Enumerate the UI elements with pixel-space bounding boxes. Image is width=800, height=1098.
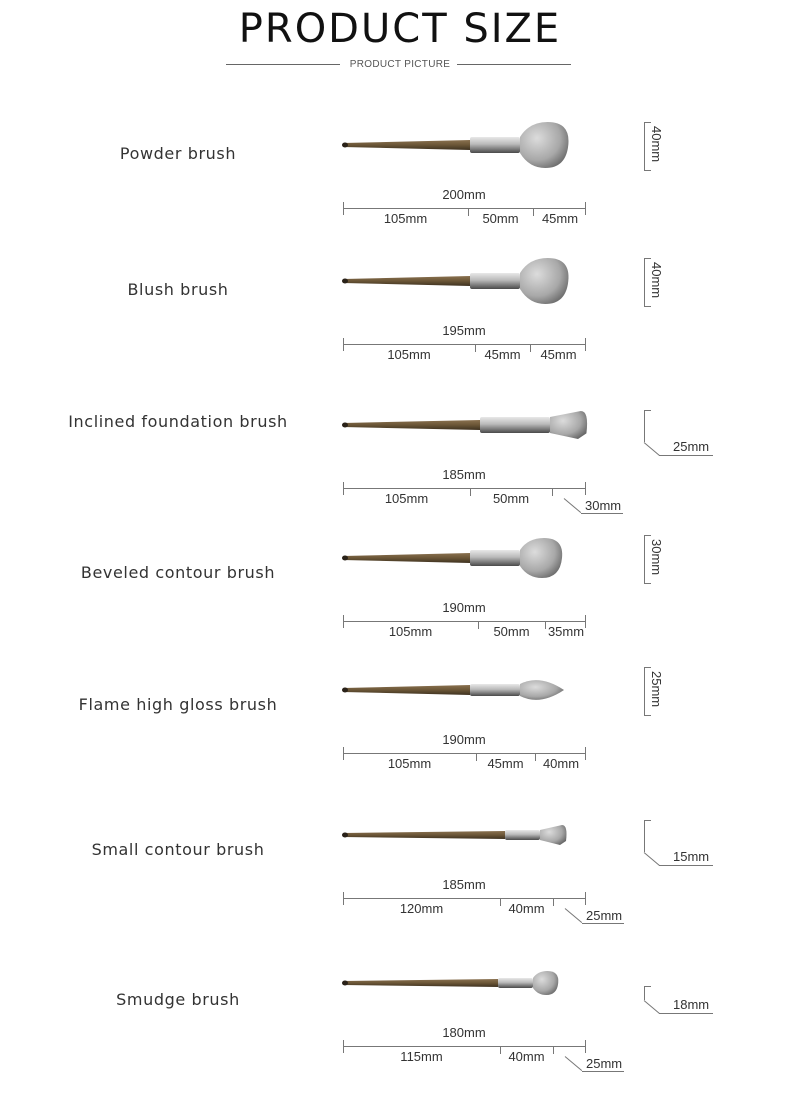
head-length-leader [565, 908, 582, 923]
width-bracket [644, 715, 651, 716]
brush-name: Smudge brush [116, 990, 240, 1009]
brush-illustration [330, 660, 600, 720]
page-title: PRODUCT SIZE [238, 6, 562, 52]
dimension-tick [475, 344, 476, 352]
total-length-line [343, 344, 585, 345]
brush-handle [343, 276, 470, 286]
dimension-tick [553, 1046, 554, 1054]
width-leader [644, 442, 660, 456]
width-leader [644, 1000, 660, 1014]
head-length-label: 25mm [586, 1056, 623, 1071]
width-bracket [644, 820, 645, 852]
brush-ferrule [470, 550, 520, 566]
width-bracket [644, 410, 645, 442]
dimension-tick [585, 1040, 586, 1053]
head-width-label: 40mm [649, 126, 664, 163]
handle-end-cap [342, 143, 348, 148]
handle-length-label: 115mm [400, 1049, 443, 1064]
total-length-line [343, 1046, 585, 1047]
head-length-label: 30mm [585, 498, 622, 513]
brush-name: Small contour brush [91, 840, 265, 859]
brush-name: Powder brush [119, 144, 237, 163]
handle-length-label: 105mm [388, 624, 433, 639]
total-length-label: 185mm [442, 877, 486, 892]
ferrule-length-label: 45mm [487, 756, 524, 771]
brush-bristles [520, 538, 562, 578]
dimension-tick [535, 753, 536, 761]
head-width-label: 15mm [673, 849, 710, 864]
brush-illustration [330, 395, 600, 455]
dimension-tick [585, 615, 586, 628]
total-length-line [343, 898, 585, 899]
head-length-underline [582, 923, 624, 924]
brush-illustration [330, 805, 600, 865]
width-bracket [644, 122, 645, 170]
brush-ferrule [480, 417, 550, 433]
ferrule-length-label: 45mm [484, 347, 521, 362]
width-leader [644, 852, 660, 866]
head-length-underline [581, 513, 623, 514]
handle-length-label: 105mm [387, 756, 432, 771]
handle-end-cap [342, 981, 348, 986]
dimension-tick [585, 747, 586, 760]
title-divider-right [457, 64, 571, 65]
handle-length-label: 105mm [384, 491, 429, 506]
brush-illustration [330, 115, 600, 175]
brush-row [0, 655, 800, 805]
handle-end-cap [342, 688, 348, 693]
brush-row [0, 523, 800, 673]
dimension-tick [470, 488, 471, 496]
brush-bristles [533, 971, 558, 995]
brush-row [0, 390, 800, 540]
total-length-label: 190mm [442, 600, 486, 615]
width-bracket [644, 667, 645, 715]
dimension-tick [343, 615, 344, 628]
handle-end-cap [342, 423, 348, 428]
dimension-tick [530, 344, 531, 352]
dimension-tick [343, 747, 344, 760]
head-length-label: 45mm [541, 211, 579, 226]
head-width-label: 40mm [649, 262, 664, 299]
dimension-tick [552, 488, 553, 496]
brush-handle [343, 831, 505, 839]
brush-handle [343, 685, 470, 695]
handle-length-label: 120mm [399, 901, 444, 916]
brush-handle [343, 979, 498, 987]
head-width-label: 30mm [649, 539, 664, 576]
dimension-tick [500, 898, 501, 906]
total-length-line [343, 621, 585, 622]
head-length-label: 35mm [547, 624, 585, 639]
brush-ferrule [470, 273, 520, 289]
total-length-label: 190mm [442, 732, 486, 747]
total-length-label: 180mm [442, 1025, 486, 1040]
dimension-tick [533, 208, 534, 216]
brush-ferrule [505, 830, 540, 840]
dimension-tick [545, 621, 546, 629]
brush-ferrule [470, 684, 520, 696]
dimension-tick [468, 208, 469, 216]
width-bracket [644, 258, 651, 259]
brush-row [0, 948, 800, 1098]
brush-drawing [330, 115, 600, 175]
width-bracket [644, 122, 651, 123]
brush-handle [343, 420, 480, 430]
brush-drawing [330, 251, 600, 311]
head-width-label: 25mm [649, 671, 664, 708]
dimension-tick [476, 753, 477, 761]
brush-bristles [550, 411, 587, 439]
brush-row [0, 800, 800, 950]
handle-end-cap [342, 833, 348, 838]
width-bracket [644, 535, 645, 583]
brush-drawing [330, 528, 600, 588]
brush-name: Blush brush [127, 280, 229, 299]
brush-drawing [330, 660, 600, 720]
total-length-label: 200mm [442, 187, 486, 202]
dimension-tick [343, 482, 344, 495]
brush-bristles [520, 258, 569, 304]
dimension-tick [585, 202, 586, 215]
brush-bristles [520, 680, 564, 700]
handle-end-cap [342, 556, 348, 561]
brush-drawing [330, 395, 600, 455]
handle-length-label: 105mm [387, 347, 431, 362]
brush-row [0, 246, 800, 396]
brush-drawing [330, 953, 600, 1013]
total-length-line [343, 208, 585, 209]
brush-ferrule [498, 978, 533, 988]
total-length-label: 195mm [442, 323, 486, 338]
width-bracket [644, 820, 651, 821]
dimension-tick [553, 898, 554, 906]
head-length-leader [565, 1056, 582, 1071]
head-length-label: 25mm [586, 908, 623, 923]
dimension-tick [343, 202, 344, 215]
brush-name: Inclined foundation brush [68, 412, 288, 431]
dimension-tick [585, 338, 586, 351]
width-bracket [644, 583, 651, 584]
dimension-tick [343, 892, 344, 905]
brush-handle [343, 553, 470, 563]
brush-drawing [330, 805, 600, 865]
dimension-tick [585, 482, 586, 495]
head-width-label: 18mm [673, 997, 710, 1012]
head-length-leader [564, 498, 581, 513]
handle-end-cap [342, 279, 348, 284]
width-bracket [644, 667, 651, 668]
total-length-label: 185mm [442, 467, 486, 482]
width-bracket [644, 258, 645, 306]
dimension-tick [478, 621, 479, 629]
dimension-tick [343, 1040, 344, 1053]
dimension-tick [585, 892, 586, 905]
dimension-tick [343, 338, 344, 351]
width-underline [659, 865, 713, 866]
ferrule-length-label: 40mm [508, 1049, 545, 1064]
page-subtitle: PRODUCT PICTURE [349, 59, 451, 70]
head-length-label: 40mm [542, 756, 580, 771]
brush-handle [343, 140, 470, 150]
brush-illustration [330, 953, 600, 1013]
ferrule-length-label: 50mm [493, 624, 530, 639]
brush-bristles [520, 122, 569, 168]
brush-ferrule [470, 137, 520, 153]
ferrule-length-label: 50mm [482, 211, 519, 226]
total-length-line [343, 753, 585, 754]
brush-illustration [330, 528, 600, 588]
brush-illustration [330, 251, 600, 311]
width-underline [659, 1013, 713, 1014]
ferrule-length-label: 40mm [508, 901, 545, 916]
width-bracket [644, 170, 651, 171]
total-length-line [343, 488, 585, 489]
dimension-tick [500, 1046, 501, 1054]
handle-length-label: 105mm [383, 211, 428, 226]
width-bracket [644, 986, 645, 1000]
width-bracket [644, 986, 651, 987]
brush-name: Beveled contour brush [80, 563, 276, 582]
head-width-label: 25mm [673, 439, 710, 454]
brush-bristles [540, 825, 567, 845]
width-underline [659, 455, 713, 456]
width-bracket [644, 410, 651, 411]
brush-row [0, 110, 800, 260]
width-bracket [644, 535, 651, 536]
head-length-underline [582, 1071, 624, 1072]
head-length-label: 45mm [540, 347, 577, 362]
brush-name: Flame high gloss brush [78, 695, 278, 714]
ferrule-length-label: 50mm [492, 491, 530, 506]
width-bracket [644, 306, 651, 307]
